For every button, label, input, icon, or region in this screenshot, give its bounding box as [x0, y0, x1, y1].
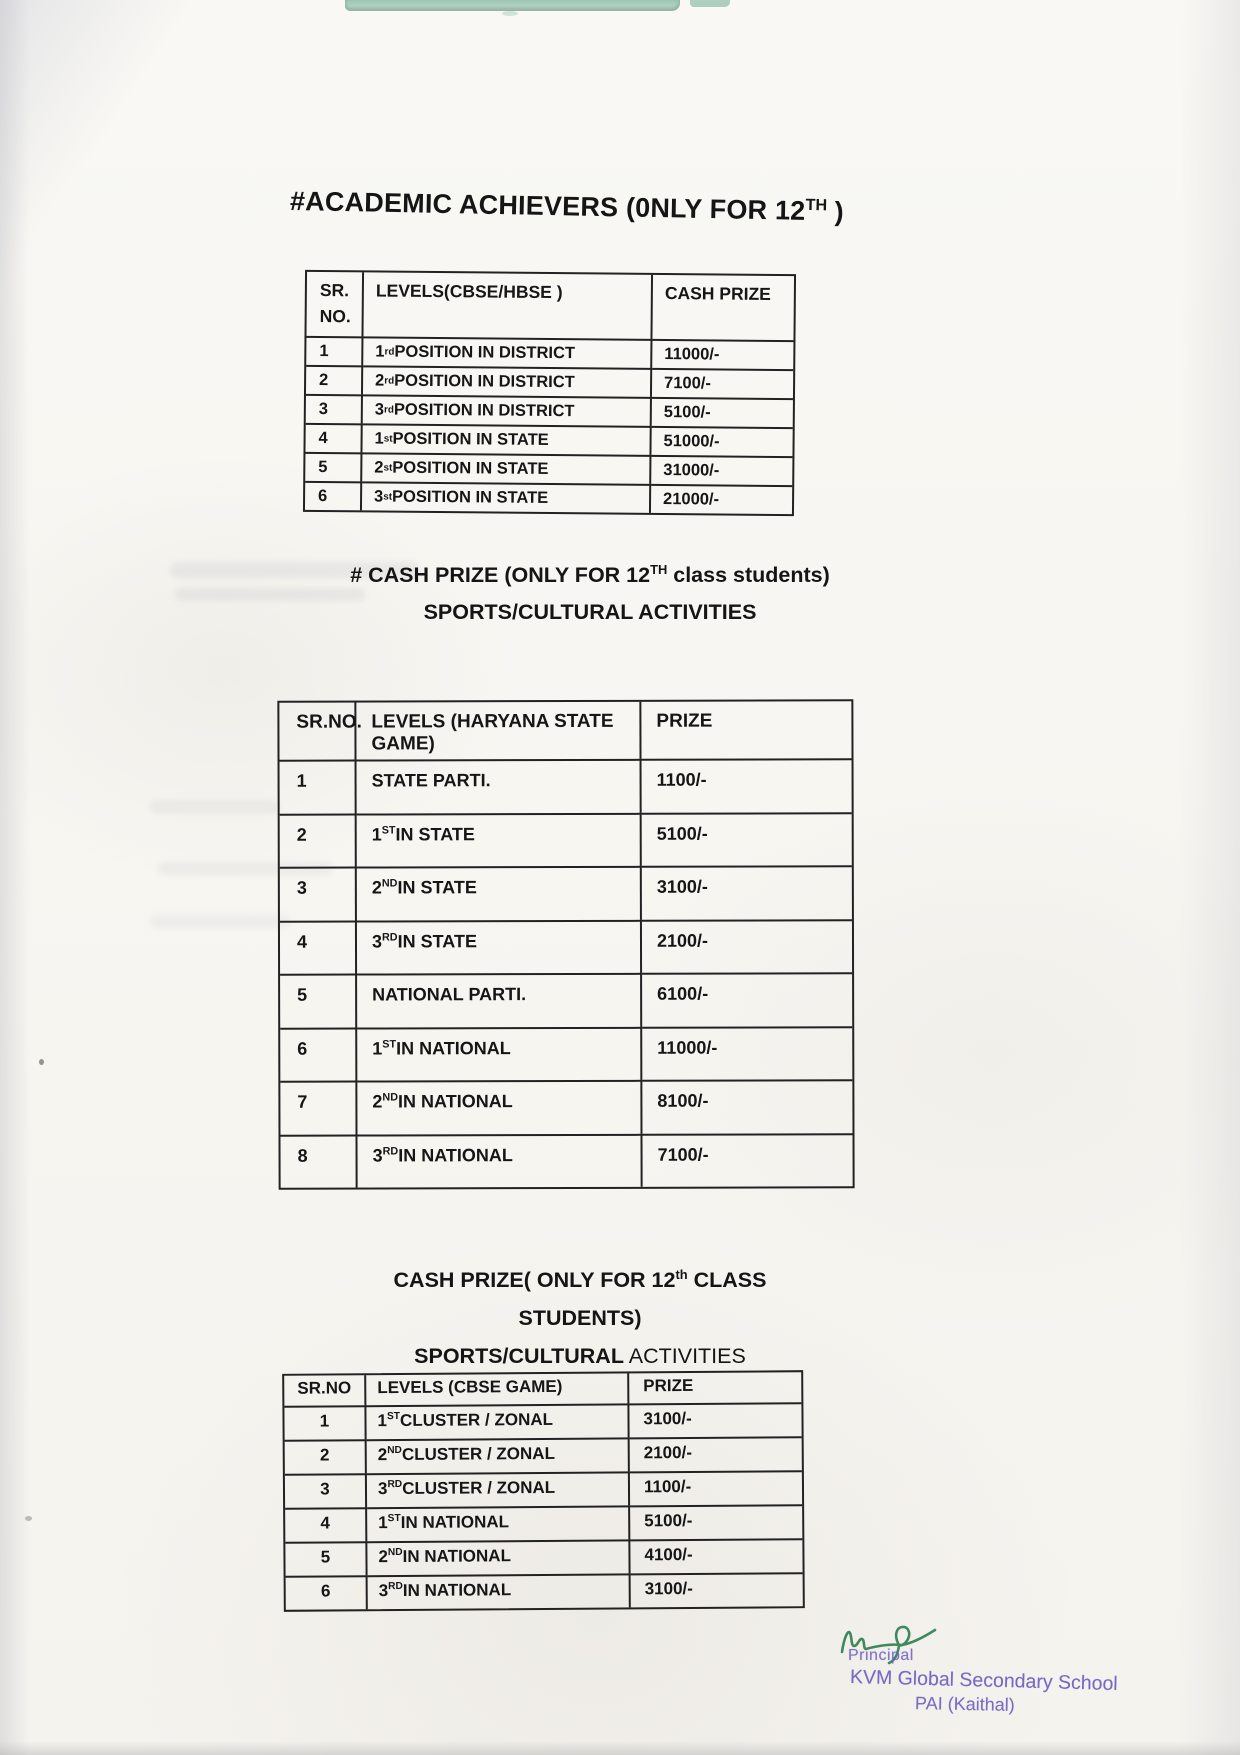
column-header-sr-no: SR. NO.: [306, 272, 364, 336]
sr-no-cell: 7: [280, 1081, 357, 1135]
ordinal-superscript: rd: [383, 404, 394, 416]
adjacent-page-edge-fragment: [690, 0, 730, 7]
table-row: [305, 423, 792, 456]
level-cell: 3 RD IN STATE: [357, 919, 642, 973]
ordinal-superscript: RD: [382, 1144, 399, 1157]
sr-no-cell: 2: [280, 813, 357, 867]
section-title-line2: SPORTS/CULTURAL ACTIVITIES: [423, 600, 757, 625]
table-row: [284, 1402, 801, 1440]
table-row: [280, 1026, 852, 1081]
prize-cell: 3100/-: [629, 1402, 801, 1437]
prize-cell: 3100/-: [631, 1572, 803, 1607]
prize-cell: 1100/-: [642, 758, 852, 812]
prize-cell: 3100/-: [642, 865, 852, 919]
column-header-cash-prize: CASH PRIZE: [664, 283, 771, 304]
level-cell: 3 RD IN NATIONAL: [368, 1573, 631, 1609]
prize-cell: 31000/-: [651, 455, 792, 485]
table-row: [280, 758, 852, 813]
ordinal-superscript: ND: [387, 1546, 403, 1559]
prize-cell: 8100/-: [642, 1079, 852, 1133]
table-row: [285, 1470, 802, 1508]
ordinal-superscript: ST: [382, 1037, 397, 1050]
section-title-superscript: th: [675, 1267, 688, 1282]
table-row: [280, 972, 852, 1027]
haryana-state-game-table: [277, 699, 854, 1190]
sr-no-cell: 3: [285, 1473, 367, 1508]
bleed-through-smudge: [150, 800, 280, 814]
ordinal-superscript: ST: [386, 1411, 401, 1423]
prize-cell: 6100/-: [642, 972, 852, 1026]
column-header-sr-no: SR.NO.: [279, 703, 356, 760]
table-header-row: [279, 701, 851, 759]
ordinal-superscript: RD: [381, 930, 398, 943]
adjacent-page-speck: [502, 11, 518, 16]
level-cell: STATE PARTI.: [357, 759, 642, 813]
column-header-prize: PRIZE: [656, 710, 713, 732]
sr-no-cell: 1: [284, 1405, 366, 1440]
prize-cell: 21000/-: [651, 484, 792, 514]
adjacent-page-edge: [345, 0, 680, 11]
ordinal-superscript: ND: [387, 1444, 402, 1457]
prize-cell: 4100/-: [630, 1538, 802, 1573]
sr-no-cell: 3: [306, 394, 363, 423]
prize-cell: 7100/-: [652, 368, 793, 398]
prize-cell: 11000/-: [652, 339, 793, 369]
table-header-row: [306, 272, 794, 340]
page-title-superscript: TH: [805, 195, 828, 215]
prize-cell: 1100/-: [630, 1470, 802, 1505]
table-row: [305, 481, 792, 514]
prize-cell: 2100/-: [642, 919, 852, 973]
table-row: [306, 365, 793, 398]
level-cell: 2 rd POSITION IN DISTRICT: [363, 365, 652, 397]
table-row: [280, 865, 852, 920]
table-row: [306, 336, 793, 369]
sr-no-cell: 6: [286, 1575, 368, 1610]
ordinal-superscript: RD: [388, 1580, 403, 1593]
prize-cell: 5100/-: [630, 1504, 802, 1539]
table-row: [285, 1504, 802, 1542]
table-row: [285, 1436, 802, 1474]
column-header-levels: LEVELS (CBSE GAME): [366, 1373, 629, 1405]
table-row: [280, 1133, 852, 1188]
ordinal-superscript: ND: [381, 877, 398, 890]
section-title-line1: # CASH PRIZE (ONLY FOR 12TH class students): [350, 562, 830, 588]
sr-no-cell: 5: [280, 974, 357, 1028]
sr-no-cell: 5: [285, 1541, 367, 1576]
bleed-through-smudge: [150, 915, 290, 928]
sr-no-cell: 2: [285, 1439, 367, 1474]
table-row: [305, 452, 792, 485]
ordinal-superscript: ST: [381, 823, 396, 836]
sr-no-cell: 1: [280, 760, 357, 814]
section-title-sports-12th: [340, 551, 840, 631]
prize-cell: 51000/-: [651, 426, 792, 456]
page-corner-shadow: [0, 0, 235, 367]
level-cell: 2 ND IN NATIONAL: [367, 1539, 630, 1575]
scan-speck: [25, 1516, 32, 1521]
stamp-place: PAI (Kaithal): [914, 1693, 1015, 1715]
academic-achievers-table: [303, 270, 796, 516]
sr-no-cell: 3: [280, 867, 357, 921]
sr-no-cell: 2: [306, 365, 363, 394]
prize-cell: 5100/-: [642, 812, 852, 866]
level-cell: 1 st POSITION IN STATE: [362, 423, 651, 455]
sr-no-cell: 6: [280, 1027, 357, 1081]
level-cell: 3 RD IN NATIONAL: [357, 1133, 642, 1187]
ordinal-superscript: st: [383, 462, 393, 474]
prize-cell: 11000/-: [642, 1026, 852, 1080]
table-row: [280, 919, 852, 974]
level-cell: 2 ND IN NATIONAL: [357, 1080, 642, 1134]
page-title: [289, 186, 845, 227]
sr-no-cell: 8: [280, 1134, 357, 1188]
ordinal-superscript: RD: [387, 1478, 403, 1491]
column-header-sr-no: SR.NO: [284, 1375, 366, 1406]
section-title-line1: CASH PRIZE( ONLY FOR 12th CLASS STUDENTS): [393, 1267, 767, 1331]
ordinal-superscript: ST: [387, 1512, 401, 1525]
prize-cell: 2100/-: [630, 1436, 802, 1471]
level-cell: 2 ND IN STATE: [357, 866, 642, 920]
column-header-levels: LEVELS(CBSE/HBSE ): [363, 272, 653, 339]
sr-no-cell: 4: [305, 423, 362, 452]
table-row: [306, 394, 793, 427]
level-cell: 3 RD CLUSTER / ZONAL: [367, 1471, 630, 1507]
prize-cell: 7100/-: [642, 1133, 852, 1187]
ordinal-superscript: rd: [384, 346, 395, 358]
ordinal-superscript: ND: [382, 1091, 399, 1104]
sr-no-cell: 4: [280, 920, 357, 974]
table-header-row: [284, 1372, 801, 1406]
sr-no-cell: 4: [285, 1507, 367, 1542]
bleed-through-smudge: [175, 588, 365, 601]
level-cell: 2 st POSITION IN STATE: [362, 452, 651, 484]
section-title-line2: SPORTS/CULTURAL ACTIVITIES: [414, 1344, 746, 1369]
level-cell: 1 rd POSITION IN DISTRICT: [363, 336, 652, 368]
level-cell: 2 ND CLUSTER / ZONAL: [367, 1437, 630, 1473]
table-row: [280, 1079, 852, 1134]
column-header-levels: LEVELS (HARYANA STATE GAME): [356, 702, 641, 760]
left-edge-shadow: [0, 0, 30, 1755]
table-row: [280, 812, 852, 867]
level-cell: 3 st POSITION IN STATE: [362, 481, 651, 513]
stamp-school-name: KVM Global Secondary School: [849, 1666, 1118, 1696]
level-cell: 1 ST CLUSTER / ZONAL: [366, 1403, 629, 1439]
table-row: [286, 1572, 803, 1610]
stamp-role: Principal: [848, 1647, 914, 1664]
scan-speck: [39, 1059, 44, 1065]
ordinal-superscript: rd: [384, 375, 395, 387]
sr-no-cell: 6: [305, 481, 362, 510]
section-title-sports-cbse: [330, 1256, 830, 1375]
level-cell: 3 rd POSITION IN DISTRICT: [363, 394, 652, 426]
sr-no-cell: 5: [305, 452, 362, 481]
prize-cell: 5100/-: [652, 397, 793, 427]
ordinal-superscript: st: [383, 491, 393, 503]
sr-no-cell: 1: [306, 336, 363, 365]
level-cell: NATIONAL PARTI.: [357, 973, 642, 1027]
page-title-tail: ): [826, 196, 845, 227]
principal-stamp: [830, 1615, 1120, 1745]
cbse-game-table: [282, 1370, 805, 1612]
level-cell: 1 ST IN STATE: [357, 812, 642, 866]
right-edge-shadow: [1180, 0, 1240, 1755]
table-row: [285, 1538, 802, 1576]
ordinal-superscript: st: [383, 433, 393, 445]
section-title-superscript: TH: [650, 562, 668, 577]
level-cell: 1 ST IN NATIONAL: [357, 1026, 642, 1080]
level-cell: 1 ST IN NATIONAL: [367, 1505, 630, 1541]
page-title-text: #ACADEMIC ACHIEVERS (0NLY FOR 12: [289, 186, 806, 226]
column-header-prize: PRIZE: [643, 1375, 694, 1396]
